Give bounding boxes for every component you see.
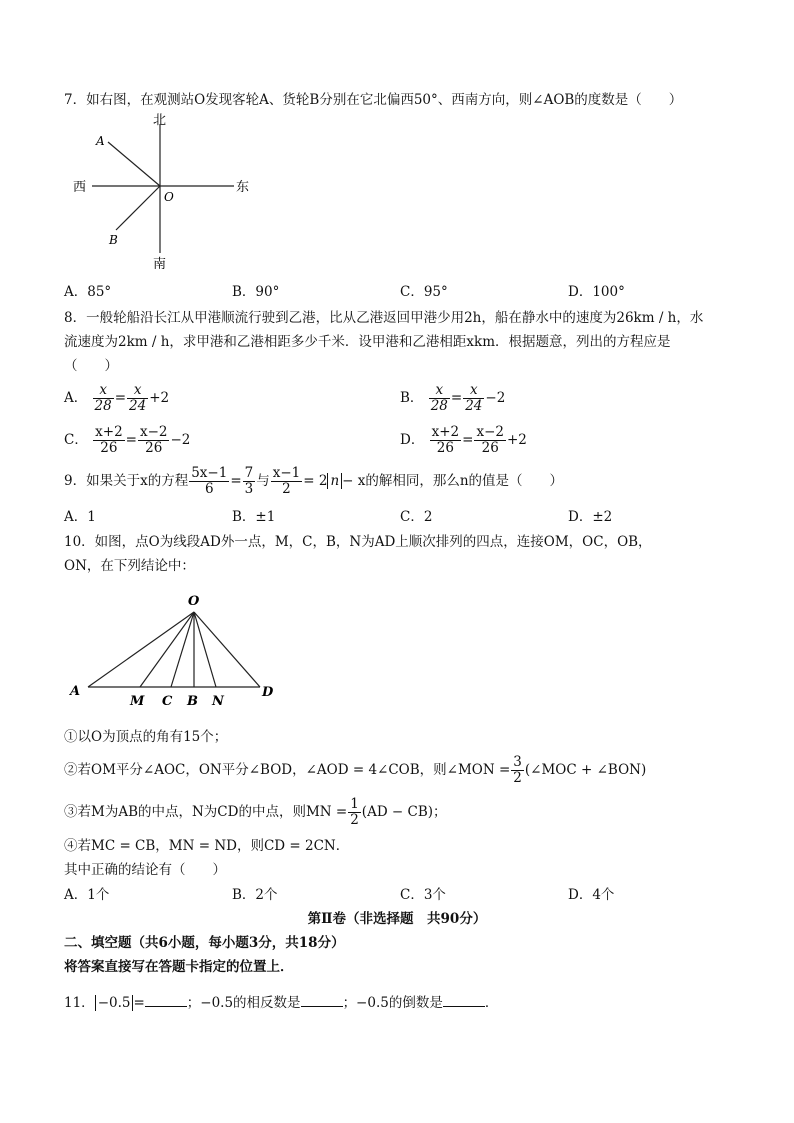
point-a-label: A — [96, 134, 105, 148]
point-b-label: B — [187, 694, 198, 709]
q10-option-b: B．2个 — [232, 887, 278, 903]
q8-line2: 流速度为2km / h，求甲港和乙港相距多少千米．设甲港和乙港相距xkm．根据题意，列出的方程应是 — [64, 334, 671, 350]
q8-line1: 8．一般轮船沿长江从甲港顺流行驶到乙港，比从乙港返回甲港少用2h，船在静水中的速度为26km / h，水 — [64, 310, 704, 326]
q8-option-c: C． $\frac{x+2}{26}$ = $\frac{x-2}{26}$ −2 — [64, 424, 191, 456]
q9-option-b: B．±1 — [232, 509, 276, 525]
q9-option-a: A．1 — [64, 509, 96, 525]
section-heading: 二、填空题（共6小题，每小题3分，共18分） — [64, 935, 345, 951]
q10-line2: ON，在下列结论中： — [64, 558, 195, 574]
q7-option-a: A．85° — [64, 284, 112, 300]
answer-blank-2[interactable] — [301, 994, 343, 1007]
point-m-label: M — [130, 694, 145, 709]
part2-title: 第Ⅱ卷（非选择题 共90分） — [307, 911, 487, 927]
q10-statement-3: ③若M为AB的中点，N为CD的中点，则MN = $\frac{1}{2}$ (AD − CB)； — [64, 796, 447, 828]
q9-stem: 9．如果关于x的方程 $\frac{5x-1}{6}$ = $\frac{7}{3}$ 与 $\frac{x-1}{2}$ = 2 n − x的解相同，那么n的值是（ ） — [64, 465, 564, 497]
q10-statement-4: ④若MC = CB，MN = ND，则CD = 2CN． — [64, 838, 350, 854]
point-a-label: A — [70, 684, 81, 699]
q8-line3: （ ） — [64, 358, 118, 374]
q8-option-a: A． $\frac{x}{28}$ = $\frac{x}{24}$ +2 — [64, 382, 170, 414]
q8-option-b: B． $\frac{x}{28}$ = $\frac{x}{24}$ −2 — [400, 382, 506, 414]
point-n-label: N — [212, 694, 224, 709]
q7-option-b: B．90° — [232, 284, 280, 300]
q11-line: 11． −0.5 = ；−0.5的相反数是 ；−0.5的倒数是 ． — [64, 995, 499, 1011]
east-label: 东 — [236, 180, 250, 195]
west-label: 西 — [73, 180, 87, 195]
q10-ask: 其中正确的结论有（ ） — [64, 862, 226, 878]
point-o-label: O — [188, 594, 200, 609]
answer-blank-3[interactable] — [443, 994, 485, 1007]
compass-diagram — [64, 108, 264, 273]
point-b-label: B — [109, 233, 118, 247]
q7-option-d: D．100° — [568, 284, 625, 300]
south-label: 南 — [153, 257, 167, 272]
q10-option-d: D．4个 — [568, 887, 615, 903]
answer-blank-1[interactable] — [145, 994, 187, 1007]
q9-option-d: D．±2 — [568, 509, 613, 525]
point-c-label: C — [162, 694, 173, 709]
segment-diagram — [64, 588, 294, 713]
q7-option-c: C．95° — [400, 284, 448, 300]
north-label: 北 — [153, 113, 167, 128]
q10-option-c: C．3个 — [400, 887, 446, 903]
point-o-label: O — [164, 190, 174, 204]
q10-line1: 10．如图，点O为线段AD外一点，M，C，B，N为AD上顺次排列的四点，连接OM，OC，OB， — [64, 534, 652, 550]
point-d-label: D — [262, 685, 274, 700]
q10-statement-1: ①以O为顶点的角有15个； — [64, 729, 228, 745]
q7-stem: 7．如右图，在观测站O发现客轮A、货轮B分别在它北偏西50°、西南方向，则∠AOB的度数是（ ） — [64, 92, 683, 108]
q9-option-c: C．2 — [400, 509, 433, 525]
section-instruction: 将答案直接写在答题卡指定的位置上． — [64, 959, 294, 975]
q8-option-d: D． $\frac{x+2}{26}$ = $\frac{x-2}{26}$ +2 — [400, 424, 527, 456]
q10-option-a: A．1个 — [64, 887, 110, 903]
q10-statement-2: ②若OM平分∠AOC，ON平分∠BOD，∠AOD = 4∠COB，则∠MON = $\frac{3}{2}$ (∠MOC + ∠BON) — [64, 754, 647, 786]
